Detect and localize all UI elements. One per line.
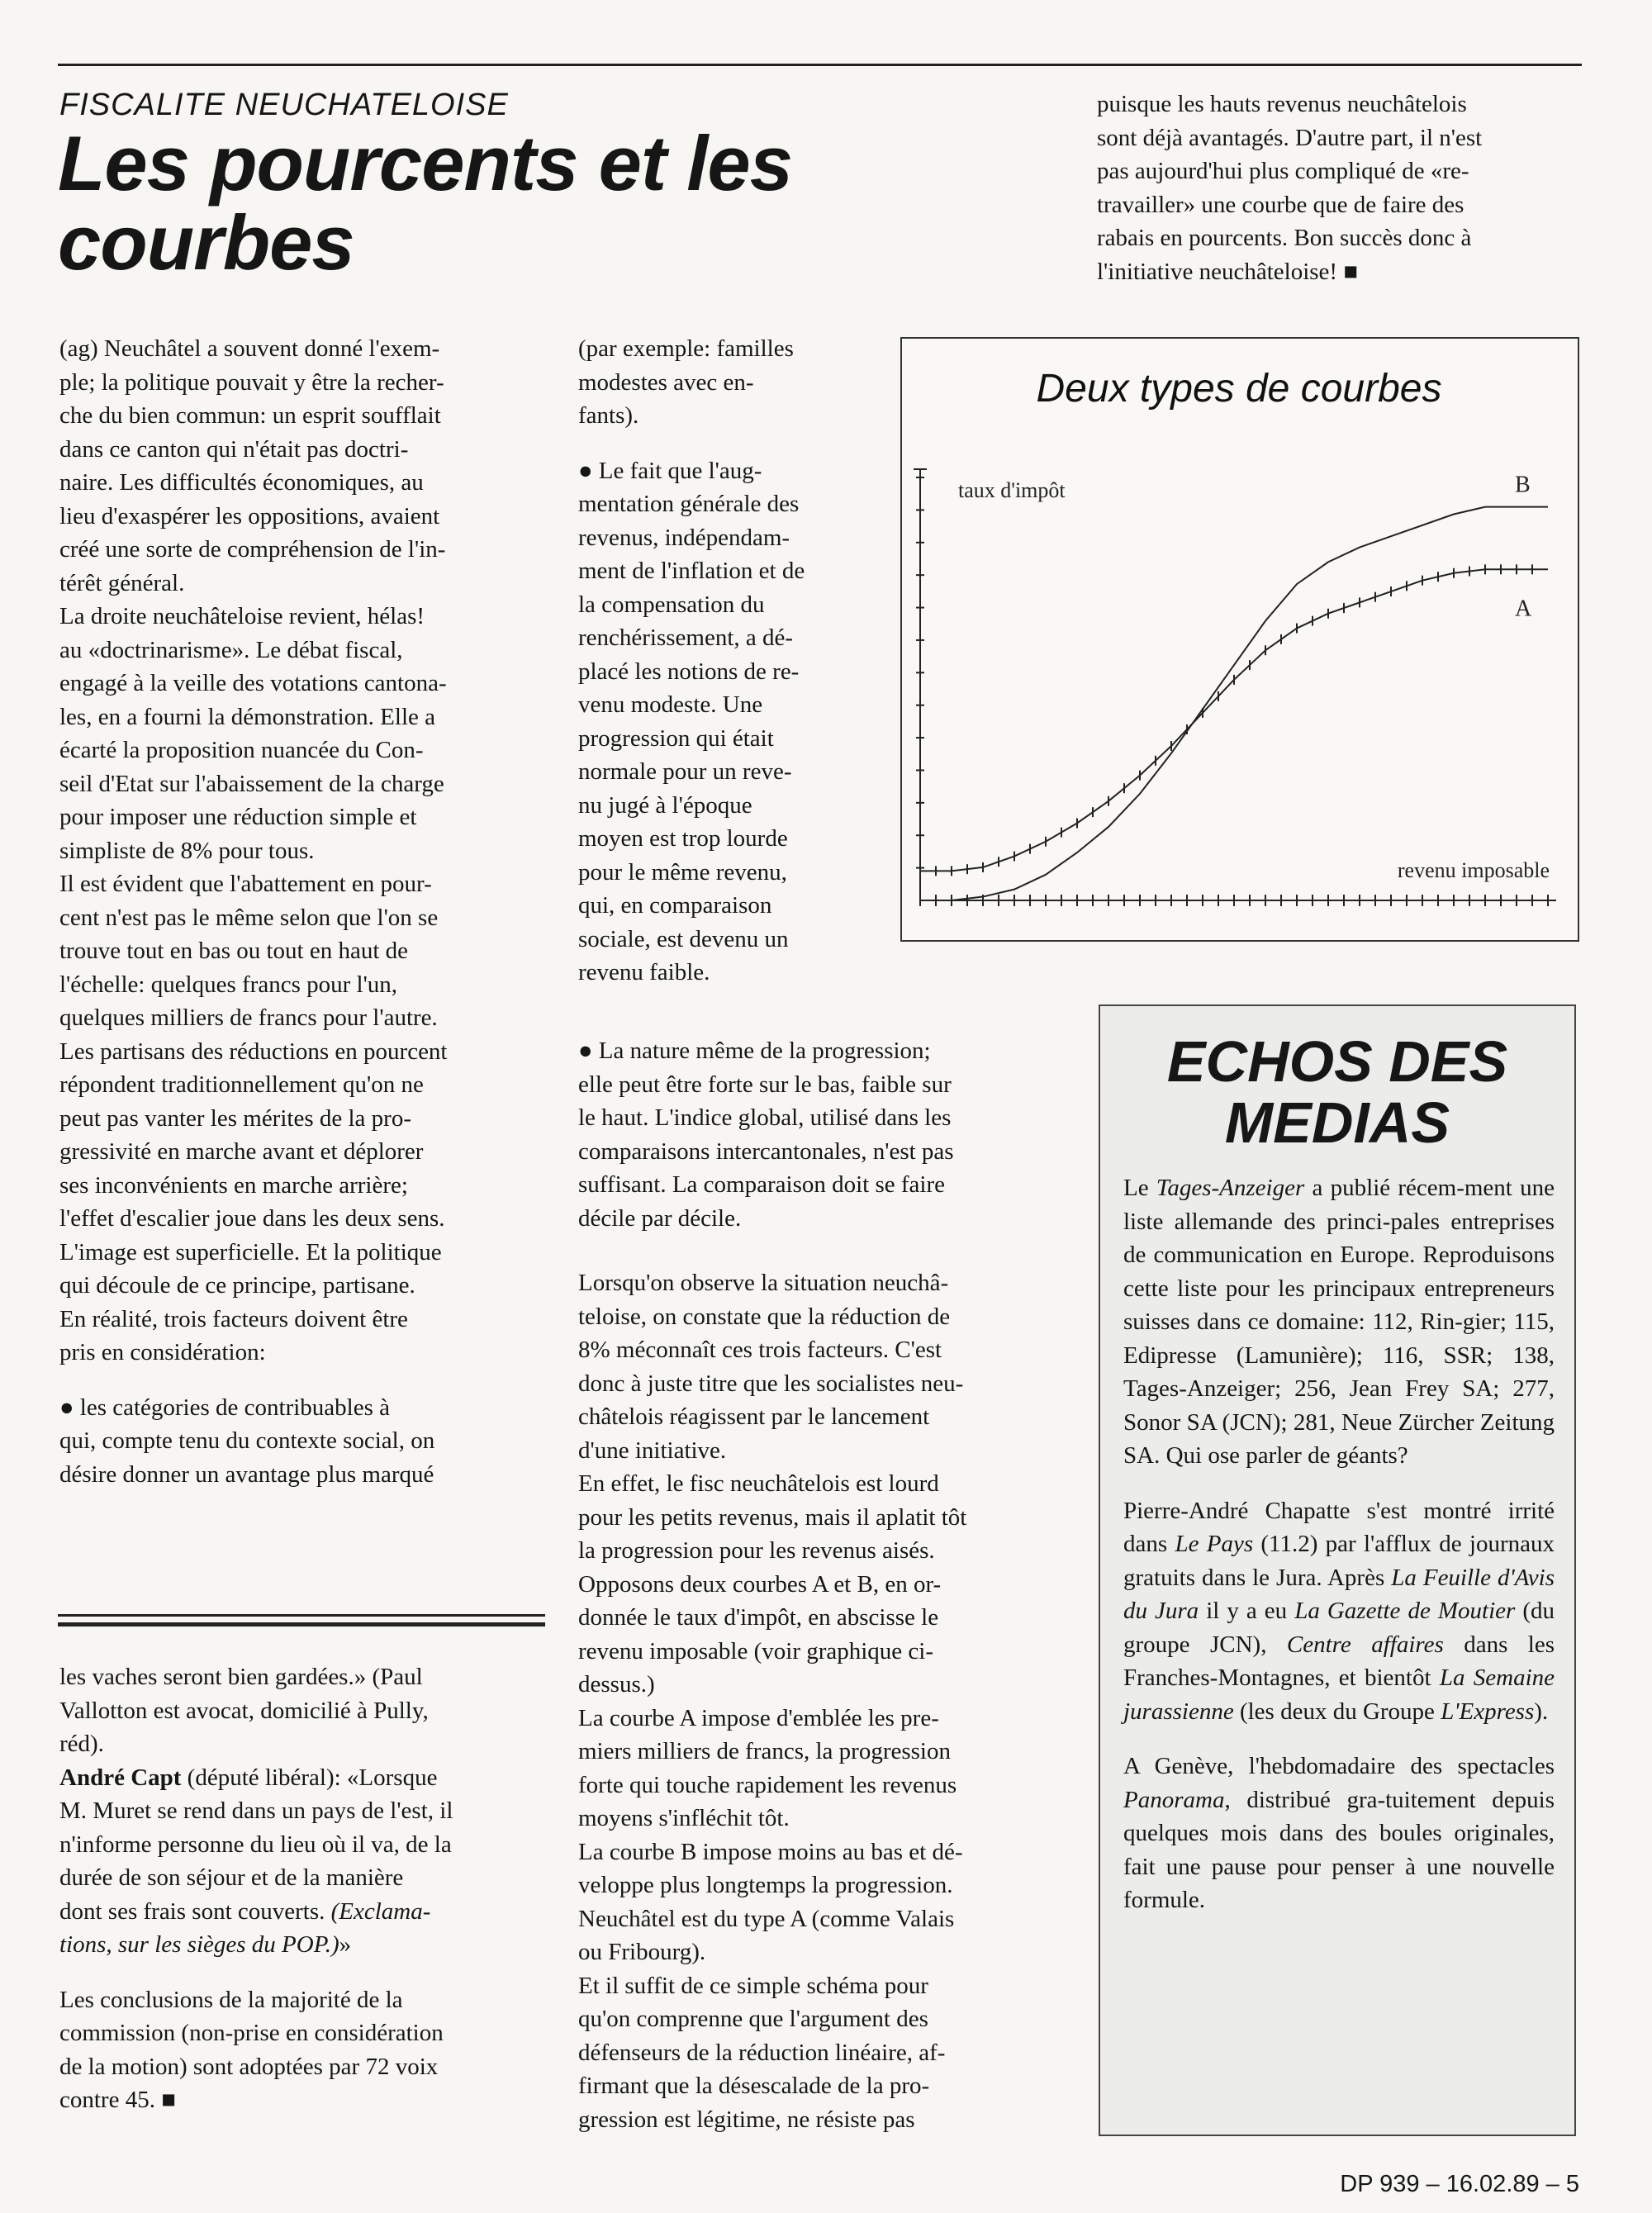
article-column-2-top (578, 332, 867, 990)
text-line: contre 45. ■ (59, 2087, 176, 2113)
text-line: ses inconvénients en marche arrière; (59, 1171, 408, 1199)
text-line: gressivité en marche avant et déplorer (59, 1138, 424, 1165)
text-line: les vaches seront bien gardées.» (Paul (59, 1664, 423, 1690)
text-line: La courbe B impose moins au bas et dé- (578, 1838, 963, 1865)
page-title (58, 120, 1008, 286)
title-line-1: Les pourcents et les (58, 120, 792, 207)
text-line: dessus.) (578, 1671, 655, 1698)
text-line: la progression pour les revenus aisés. (578, 1537, 935, 1564)
text-line: elle peut être forte sur le bas, faible sur (578, 1071, 952, 1098)
text-line: sociale, est devenu un (578, 925, 789, 952)
text-line: donc à juste titre que les socialistes neu- (578, 1370, 964, 1397)
text-line: renchérissement, a dé- (578, 624, 794, 651)
page-footer: DP 939 – 16.02.89 – 5 (1340, 2171, 1579, 2197)
text-line: pour imposer une réduction simple et (59, 804, 417, 830)
text-line: le haut. L'indice global, utilisé dans les (578, 1104, 952, 1131)
text-line: suffisant. La comparaison doit se faire (578, 1171, 945, 1198)
section-rule-top (58, 1614, 545, 1617)
text-line: Les partisans des réductions en pourcent (59, 1038, 448, 1065)
text-line: qu'on comprenne que l'argument des (578, 2006, 928, 2032)
chart-x-label: revenu imposable (1397, 858, 1550, 882)
text-line: de la motion) sont adoptées par 72 voix (59, 2053, 439, 2080)
text-line: peut pas vanter les mérites de la pro- (59, 1104, 411, 1132)
text-line (59, 1895, 547, 1929)
publication-name: Panorama (1123, 1786, 1225, 1813)
text-line: les, en a fourni la démonstration. Elle a (59, 703, 435, 730)
text-line: moyen est trop lourde (578, 825, 788, 852)
text-line: (par exemple: familles (578, 335, 794, 362)
tax-curves-chart (902, 339, 1581, 943)
text-line: seil d'Etat sur l'abaissement de la charge (59, 770, 444, 797)
text-line: nu jugé à l'époque (578, 791, 752, 819)
text-line: Vallotton est avocat, domicilié à Pully, (59, 1697, 429, 1724)
text-line: répondent traditionnellement qu'on ne (59, 1071, 424, 1098)
text-line: décile par décile. (578, 1204, 742, 1232)
text-line: naire. Les difficultés économiques, au (59, 469, 424, 496)
text-line: Neuchâtel est du type A (comme Valais (578, 1905, 955, 1932)
text-line: ou Fribourg). (578, 1939, 706, 1965)
text-line: venu modeste. Une (578, 691, 763, 718)
text-line: pour les petits revenus, mais il aplatit tôt (578, 1503, 967, 1531)
text-line: l'initiative neuchâteloise! ■ (1097, 258, 1358, 285)
text-line: réd). (59, 1731, 104, 1757)
text-span: (11.2) par l'afflux de journaux gratuits dans le Jura. Après (1123, 1531, 1555, 1591)
text-line: miers milliers de francs, la progression (578, 1738, 951, 1764)
text-line: 8% méconnaît ces trois facteurs. C'est (578, 1337, 942, 1363)
text-line: pris en considération: (59, 1339, 266, 1365)
text-line: durée de son séjour et de la manière (59, 1864, 404, 1891)
article-other-continuation (59, 1660, 547, 2117)
text-line: gression est légitime, ne résiste pas (578, 2106, 915, 2133)
text-span: dans les Franches-Montagnes, et bientôt (1123, 1631, 1555, 1691)
text-line: normale pour un reve- (578, 758, 792, 785)
text-line: mentation générale des (578, 491, 800, 517)
text-span: » (339, 1931, 352, 1958)
text-line: puisque les hauts revenus neuchâtelois (1097, 91, 1467, 117)
article-column-1 (59, 332, 547, 1491)
text-line: pas aujourd'hui plus compliqué de «re- (1097, 158, 1469, 184)
text-span: , distribué gra-tuitement depuis quelques mois dans des boules originales, fait une pause pour penser à une nouvelle formule. (1123, 1786, 1555, 1913)
text-line: travailler» une courbe que de faire des (1097, 191, 1464, 218)
text-line (59, 1928, 547, 1962)
text-line: qui, compte tenu du contexte social, on (59, 1427, 435, 1454)
text-line: firmant que la désescalade de la pro- (578, 2073, 930, 2099)
chart-y-label: taux d'impôt (958, 478, 1066, 502)
text-line: trouve tout en bas ou tout en haut de (59, 938, 409, 964)
text-line: donnée le taux d'impôt, en abscisse le (578, 1604, 939, 1631)
text-span: ). (1534, 1698, 1549, 1725)
italic-note: tions, sur les sièges du POP.) (59, 1931, 339, 1958)
text-line: engagé à la veille des votations cantona- (59, 670, 447, 696)
text-line: La courbe A impose d'emblée les pre- (578, 1704, 939, 1731)
echos-paragraph-1 (1123, 1171, 1555, 1473)
text-line: rabais en pourcents. Bon succès donc à (1097, 225, 1472, 251)
text-span: (du groupe JCN), (1123, 1598, 1555, 1658)
text-line: Il est évident que l'abattement en pour- (59, 871, 432, 897)
text-line: quelques milliers de francs pour l'autre. (59, 1004, 438, 1031)
text-line: modestes avec en- (578, 368, 754, 396)
echos-des-medias-box (1099, 1004, 1576, 2136)
top-rule (58, 64, 1582, 66)
bullet-line: ● Le fait que l'aug- (578, 457, 762, 484)
publication-name: Tages-Anzeiger (1156, 1175, 1305, 1201)
series-label-B: B (1515, 472, 1531, 498)
text-line: che du bien commun: un esprit soufflait (59, 402, 441, 429)
text-line: moyens s'infléchit tôt. (578, 1805, 790, 1831)
text-line: qui, en comparaison (578, 892, 772, 919)
publication-name: Le Pays (1175, 1531, 1254, 1557)
text-line: fants). (578, 402, 639, 429)
section-kicker: FISCALITE NEUCHATELOISE (59, 88, 509, 122)
chart-series-group (920, 473, 1548, 900)
text-span: (les deux du Groupe (1233, 1698, 1441, 1725)
text-span: A Genève, l'hebdomadaire des spectacles (1123, 1753, 1555, 1779)
title-line-2: courbes (58, 199, 354, 286)
echos-title-line-1: ECHOS DES (1166, 1029, 1508, 1094)
intro-continuation (1097, 88, 1581, 288)
series-line-B (920, 507, 1548, 900)
text-line: n'informe personne du lieu où il va, de la (59, 1831, 452, 1858)
text-line: qui découle de ce principe, partisane. (59, 1272, 415, 1299)
text-line: défenseurs de la réduction linéaire, af- (578, 2039, 946, 2066)
speaker-line (59, 1761, 547, 1795)
echos-title-line-2: MEDIAS (1224, 1090, 1450, 1155)
text-line: Lorsqu'on observe la situation neuchâ- (578, 1270, 949, 1296)
text-line: créé une sorte de compréhension de l'in- (59, 536, 446, 563)
text-line: térêt général. (59, 569, 185, 596)
text-span: Pierre-André Chapatte s'est montré irrité dans (1123, 1497, 1555, 1557)
text-line: placé les notions de re- (578, 658, 800, 685)
text-line: ple; la politique pouvait y être la recher- (59, 368, 444, 396)
series-line-A (920, 569, 1548, 871)
text-line: pour le même revenu, (578, 858, 787, 886)
text-line: teloise, on constate que la réduction de (578, 1303, 951, 1330)
text-line: veloppe plus longtemps la progression. (578, 1872, 953, 1898)
publication-name: Centre affaires (1286, 1631, 1444, 1658)
text-line: M. Muret se rend dans un pays de l'est, il (59, 1797, 453, 1824)
bullet-line: ● La nature même de la progression; (578, 1038, 931, 1064)
publication-name: La Feuille d'Avis du Jura (1123, 1564, 1555, 1624)
text-line: comparaisons intercantonales, n'est pas (578, 1137, 954, 1165)
speaker-name: André Capt (59, 1764, 182, 1791)
chart-box (900, 337, 1579, 942)
text-line: l'échelle: quelques francs pour l'un, (59, 971, 398, 998)
text-line: l'effet d'escalier joue dans les deux sens. (59, 1205, 445, 1232)
text-line: En effet, le fisc neuchâtelois est lourd (578, 1470, 939, 1497)
publication-name: La Semaine jurassienne (1123, 1664, 1555, 1725)
text-line: écarté la proposition nuancée du Con- (59, 737, 424, 763)
text-line: revenu faible. (578, 959, 710, 985)
echos-body (1123, 1171, 1555, 1917)
text-line: dans ce canton qui n'était pas doctri- (59, 435, 409, 463)
series-label-A: A (1515, 596, 1532, 622)
text-line: Les conclusions de la majorité de la (59, 1986, 403, 2013)
text-line: simpliste de 8% pour tous. (59, 837, 315, 864)
text-line: au «doctrinarisme». Le débat fiscal, (59, 636, 403, 663)
text-line: forte qui touche rapidement les revenus (578, 1771, 957, 1798)
section-rule-bottom (58, 1622, 545, 1627)
text-line: La droite neuchâteloise revient, hélas! (59, 603, 425, 629)
echos-paragraph-2 (1123, 1494, 1555, 1729)
publication-name: L'Express (1441, 1698, 1535, 1725)
text-line: Opposons deux courbes A et B, en or- (578, 1570, 942, 1598)
text-span: il y a eu (1199, 1598, 1295, 1624)
text-span: (député libéral): «Lorsque (181, 1764, 438, 1791)
text-line: Et il suffit de ce simple schéma pour (578, 1972, 928, 1999)
text-line: sont déjà avantagés. D'autre part, il n'est (1097, 124, 1483, 151)
article-column-2-bottom (578, 1034, 1064, 2136)
text-span: dont ses frais sont couverts. (59, 1897, 325, 1925)
text-span: Le (1123, 1175, 1156, 1201)
text-line: désire donner un avantage plus marqué (59, 1460, 434, 1488)
text-line: (ag) Neuchâtel a souvent donné l'exem- (59, 335, 440, 362)
chart-title: Deux types de courbes (1036, 367, 1442, 411)
text-line: L'image est superficielle. Et la politique (59, 1238, 442, 1266)
bullet-line: ● les catégories de contribuables à (59, 1394, 390, 1421)
text-line: commission (non-prise en considération (59, 2020, 444, 2046)
publication-name: La Gazette de Moutier (1294, 1598, 1516, 1624)
text-line: progression qui était (578, 724, 774, 752)
text-line: cent n'est pas le même selon que l'on se (59, 904, 439, 931)
text-line: d'une initiative. (578, 1437, 727, 1464)
text-span: a publié récem-ment une liste allemande des princi-pales entreprises de communication en Europe. Reproduisons cette liste pour les principaux entrepreneurs suisses dans ce domaine: 112, Rin-gier; 115, Edipresse (Lamunière); 116, SSR; 138, Tages-Anzeiger; 256, Jean Frey SA; 277, Sonor SA (JCN); 281, Neue Zürcher Zeitung SA. Qui ose parler de géants? (1123, 1175, 1555, 1469)
text-line: la compensation du (578, 591, 765, 618)
text-line: revenu imposable (voir graphique ci- (578, 1637, 934, 1664)
italic-note: (Exclama- (325, 1897, 431, 1925)
echos-paragraph-3 (1123, 1750, 1555, 1917)
chart-axes (914, 469, 1556, 906)
text-line: En réalité, trois facteurs doivent être (59, 1305, 408, 1332)
text-line: châtelois réagissent par le lancement (578, 1403, 930, 1430)
text-line: lieu d'exaspérer les oppositions, avaient (59, 502, 440, 530)
text-line: ment de l'inflation et de (578, 558, 805, 584)
text-line: revenus, indépendam- (578, 524, 790, 551)
echos-title (1100, 1031, 1574, 1153)
